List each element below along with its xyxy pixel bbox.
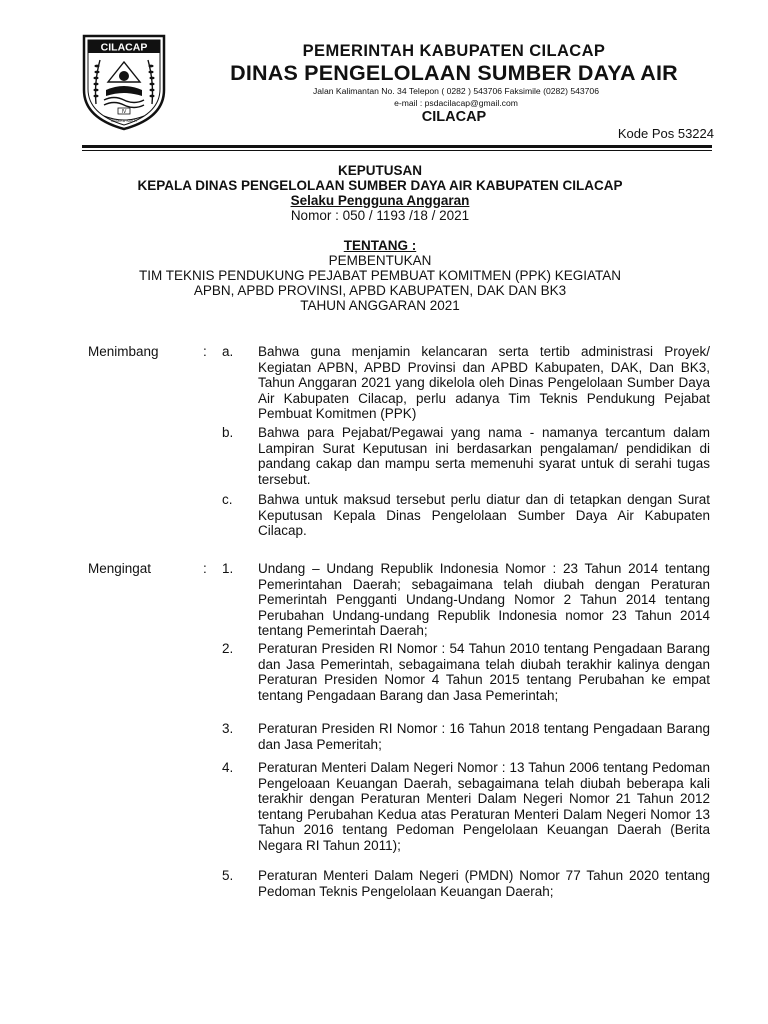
- subject-line-1: PEMBENTUKAN: [328, 253, 432, 268]
- menimbang-item-a-text: Bahwa guna menjamin kelancaran serta tertib administrasi Proyek/ Kegiatan APBN, APBD Provinsi dan APBD Kabupaten, DAK, Dan BK3, Tahun Anggaran 2021 yang dikelola oleh Dinas Pengelolaan Sumber Daya Air Kabupaten Cilacap, perlu adanya Tim Teknis Pendukung Pejabat Pembuat Komitmen (PPK): [258, 344, 710, 421]
- mengingat-item-3-marker: 3.: [222, 721, 234, 736]
- mengingat-colon: :: [203, 561, 207, 576]
- menimbang-item-c-marker: c.: [222, 492, 233, 507]
- svg-text:CILACAP: CILACAP: [100, 41, 148, 54]
- government-name: PEMERINTAH KABUPATEN CILACAP: [302, 42, 606, 60]
- menimbang-label: Menimbang: [88, 344, 159, 359]
- mengingat-item-2-text: Peraturan Presiden RI Nomor : 54 Tahun 2010 tentang Pengadaan Barang dan Jasa Pemerintah, sebagaimana telah diubah terakhir kalinya dengan Peraturan Presiden Nomor 4 Tahun 2015 tentang Perubahan ke empat tentang Pengadaan Barang dan Jasa Pemerintah;: [258, 641, 710, 703]
- decree-capacity-text: Selaku Pengguna Anggaran: [290, 193, 470, 208]
- menimbang-item-a-marker: a.: [222, 344, 234, 359]
- mengingat-item-5-marker: 5.: [222, 868, 234, 883]
- mengingat-item-4-text: Peraturan Menteri Dalam Negeri Nomor : 13 Tahun 2006 tentang Pedoman Pengeloaan Keuangan Daerah, sebagaimana telah diubah beberapa kali terakhir dengan Peraturan Menteri Dalam Negeri Nomor 21 Tahun 2012 tentang Perubahan Kedua atas Peraturan Menteri Dalam Negeri Nomor 13 Tahun 2016 tentang Pedoman Pengelolaan Keuangan Daerah (Berita Negara RI Tahun 2011);: [258, 760, 710, 853]
- agency-name: DINAS PENGELOLAAN SUMBER DAYA AIR: [230, 61, 678, 85]
- svg-text:BUMIKU SAKTI: BUMIKU SAKTI: [111, 119, 137, 123]
- svg-text:IV: IV: [121, 109, 127, 115]
- decree-issuer: KEPALA DINAS PENGELOLAAN SUMBER DAYA AIR KABUPATEN CILACAP: [137, 178, 623, 193]
- mengingat-item-2-marker: 2.: [222, 641, 234, 656]
- agency-city: CILACAP: [421, 109, 487, 125]
- mengingat-label: Mengingat: [88, 561, 152, 576]
- letterhead-divider-thick: [82, 145, 712, 148]
- subject-heading: [40, 238, 720, 253]
- mengingat-item-1-text: Undang – Undang Republik Indonesia Nomor : 23 Tahun 2014 tentang Pemerintahan Daerah; sebagaimana telah diubah dengan Peraturan Pemerintah Pengganti Undang-Undang Nomor 2 Tahun 2014 tentang Perubahan Undang-undang Republik Indonesia nomor 23 Tahun 2014 tentang Pemerintah Daerah;: [258, 561, 710, 638]
- mengingat-item-1-marker: 1.: [222, 561, 234, 576]
- mengingat-item-3-text: Peraturan Presiden RI Nomor : 16 Tahun 2018 tentang Pengadaan Barang dan Jasa Pemeritah;: [258, 721, 710, 752]
- menimbang-item-c-text: Bahwa untuk maksud tersebut perlu diatur dan di tetapkan dengan Surat Keputusan Kepala Dinas Pengelolaan Sumber Daya Air Kabupaten Cilacap.: [258, 492, 710, 538]
- decree-capacity: [40, 193, 720, 208]
- mengingat-item-4-marker: 4.: [222, 760, 234, 775]
- decree-heading: KEPUTUSAN: [337, 163, 422, 178]
- menimbang-item-b-text: Bahwa para Pejabat/Pegawai yang nama - namanya tercantum dalam Lampiran Surat Keputusan ini berdasarkan pengalaman/ pendidikan di pandang cakap dan mampu serta memenuhi syarat untuk di serahi tugas tersebut.: [258, 425, 710, 487]
- subject-line-4: TAHUN ANGGARAN 2021: [300, 298, 460, 313]
- subject-line-3: APBN, APBD PROVINSI, APBD KABUPATEN, DAK DAN BK3: [193, 283, 567, 298]
- letterhead-divider-thin: [82, 150, 712, 151]
- agency-address: Jalan Kalimantan No. 34 Telepon ( 0282 ) 543706 Faksimile (0282) 543706: [312, 86, 599, 96]
- mengingat-item-5-text: Peraturan Menteri Dalam Negeri (PMDN) Nomor 77 Tahun 2020 tentang Pedoman Teknis Pengelolaan Keuangan Daerah;: [258, 868, 710, 899]
- decree-number: Nomor : 050 / 1193 /18 / 2021: [290, 208, 470, 223]
- agency-email: e-mail : psdacilacap@gmail.com: [394, 98, 518, 108]
- subject-line-2: TIM TEKNIS PENDUKUNG PEJABAT PEMBUAT KOMITMEN (PPK) KEGIATAN: [138, 268, 622, 283]
- menimbang-colon: :: [203, 344, 207, 359]
- menimbang-item-b-marker: b.: [222, 425, 234, 440]
- subject-heading-text: TENTANG :: [343, 238, 417, 253]
- postal-code: Kode Pos 53224: [617, 126, 714, 141]
